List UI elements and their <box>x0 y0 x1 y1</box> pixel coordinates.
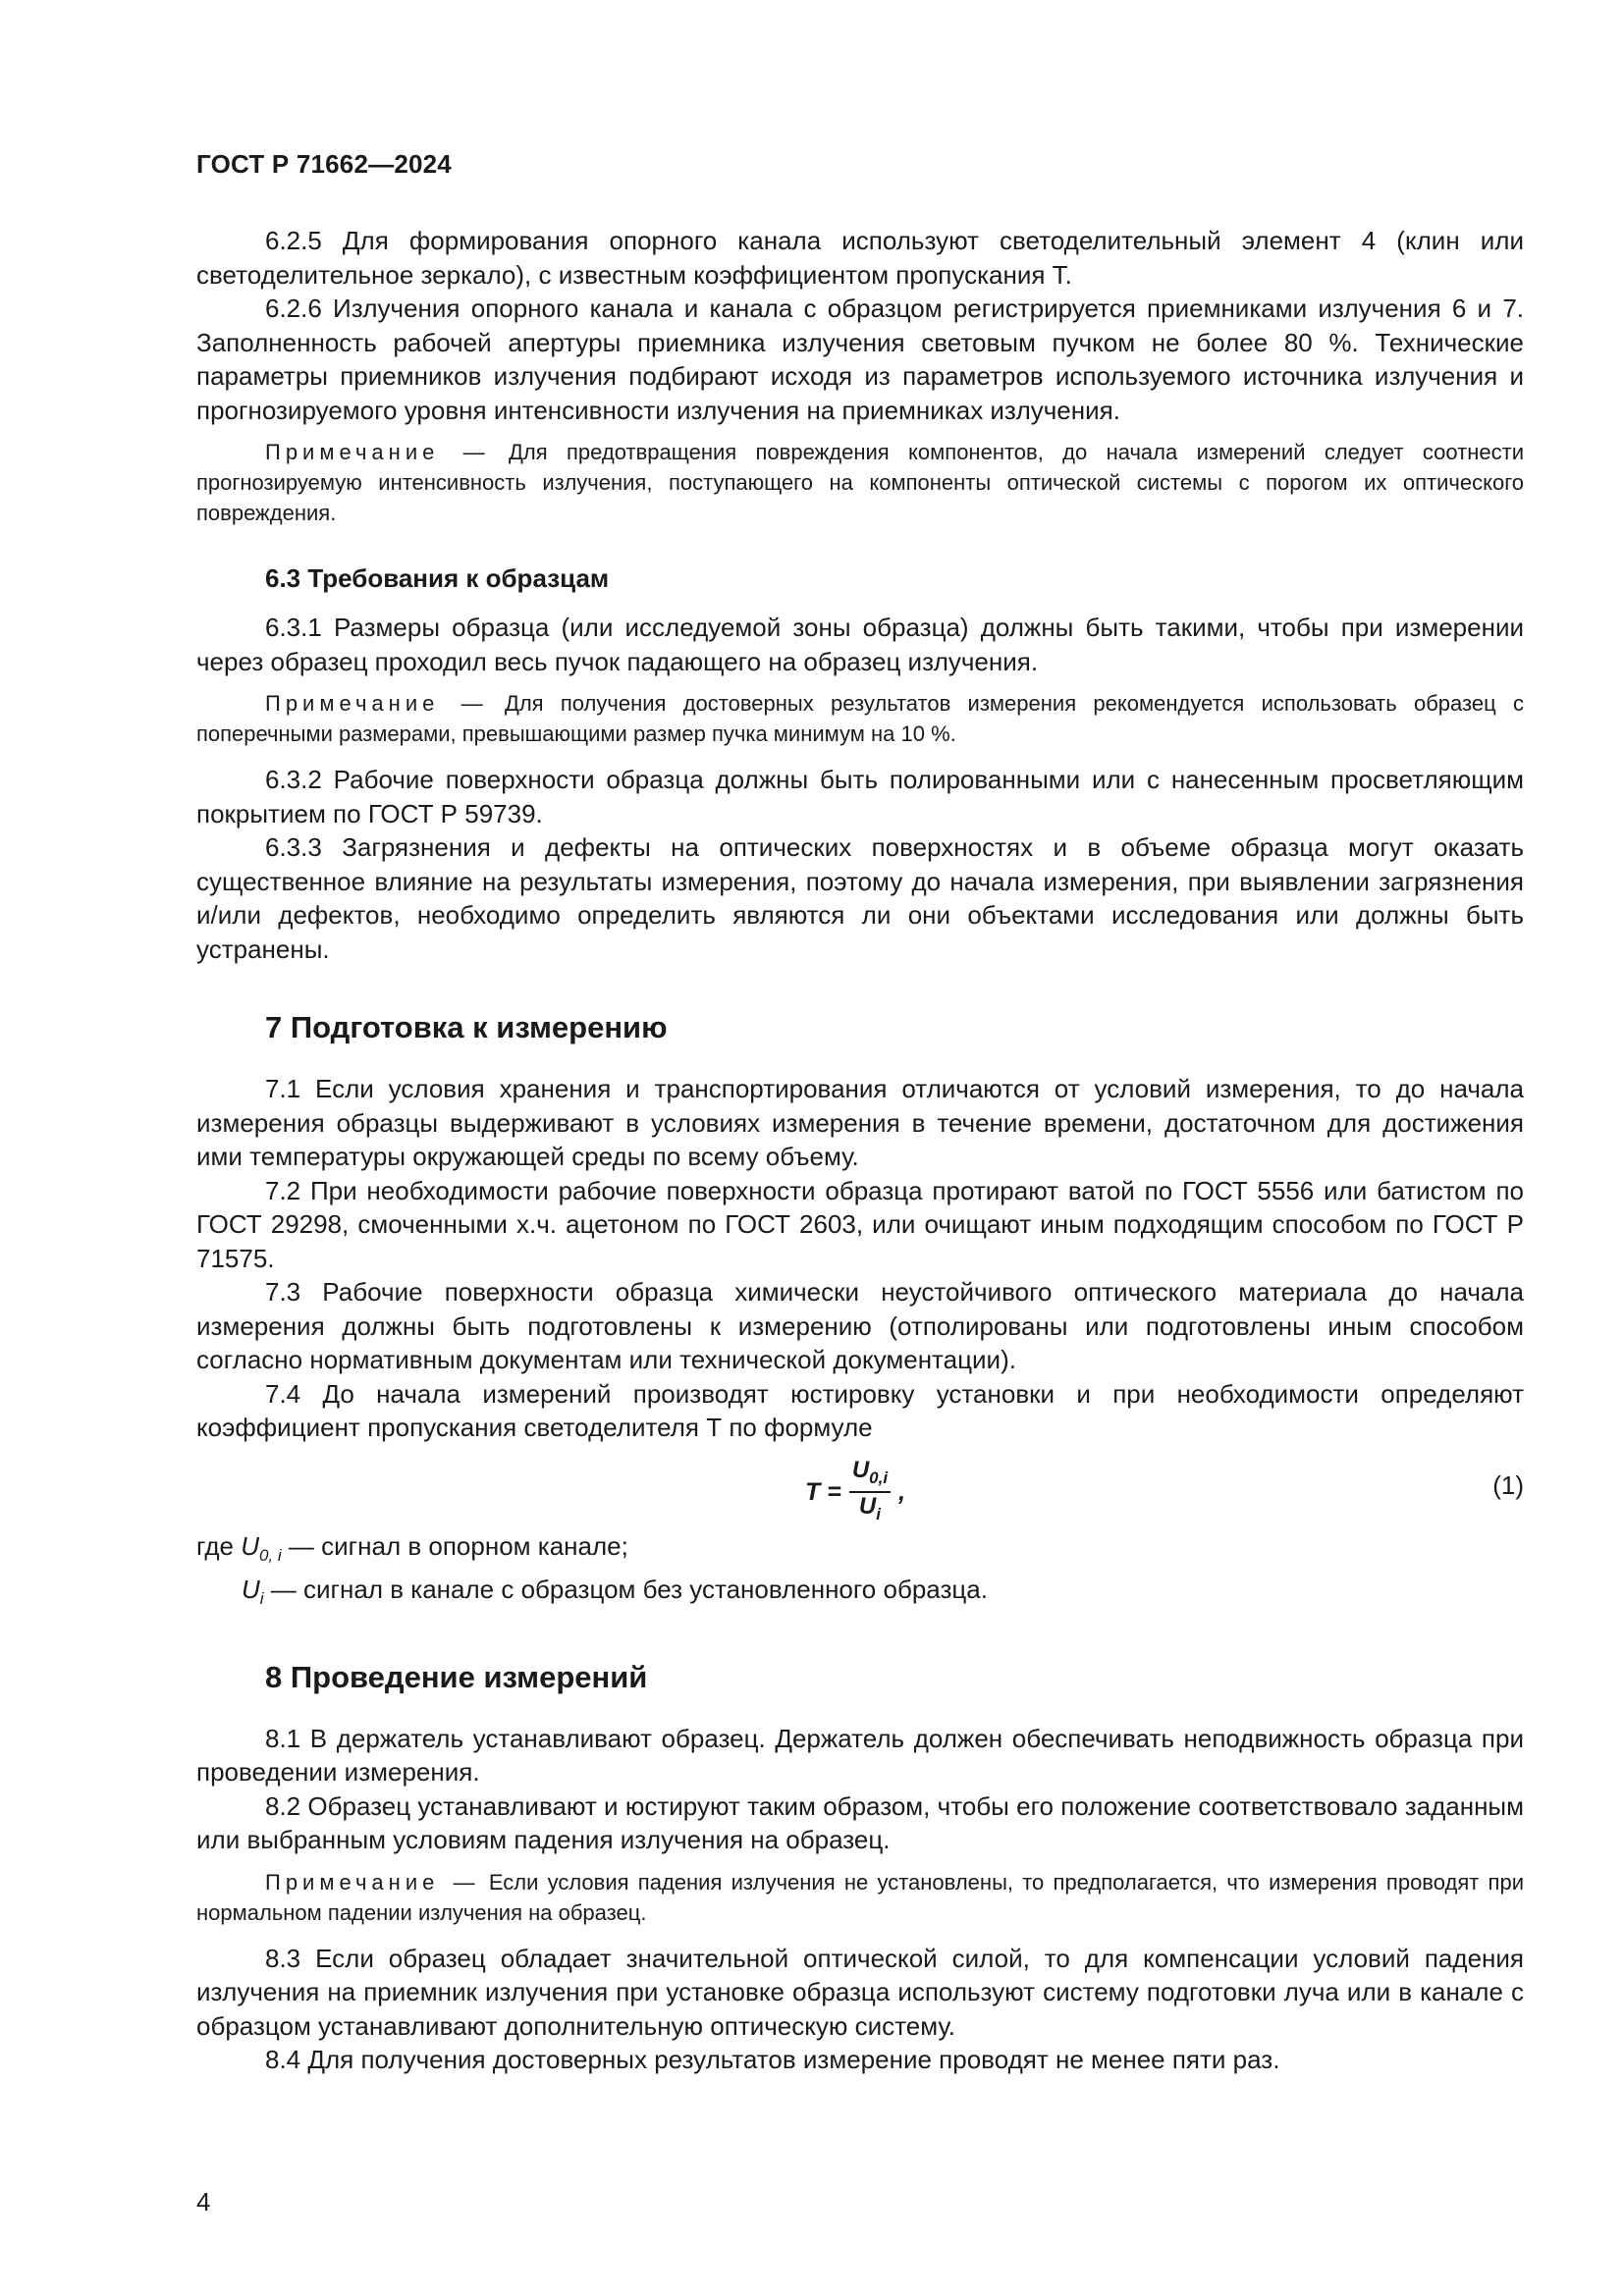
note-1 <box>196 437 1524 528</box>
formula-1 <box>196 1451 1524 1523</box>
clause-7-2: 7.2 При необходимости рабочие поверхности образца протирают ватой по ГОСТ 5556 или батистом по ГОСТ 29298, смоченными х.ч. ацетоном по ГОСТ 2603, или очищают иным подходящим способом по ГОСТ Р 71575. <box>196 1175 1524 1273</box>
formula-expression <box>805 1457 905 1529</box>
document-header: ГОСТ Р 71662—2024 <box>196 149 452 179</box>
clause-6-2-6: 6.2.6 Излучения опорного канала и канала с образцом регистрируется приемниками излучения 6 и 7. Заполненность рабочей апертуры приемника излучения световым пучком не более 80 %. Технические параметры приемников излучения подбирают исходя из параметров используемого источника излучения и прогнозируемого уровня интенсивности излучения на приемниках излучения. <box>196 294 1524 425</box>
formula-legend <box>196 1529 1524 1616</box>
note-text: Для получения достоверных результатов измерения рекомендуется использовать образец с поперечными размерами, превышающими размер пучка минимум на 10 %. <box>196 691 1524 746</box>
formula-number: (1) <box>1492 1469 1524 1500</box>
note-text: Для предотвращения повреждения компонентов, до начала измерений следует соотнести прогнозируемую интенсивность излучения, поступающего на компоненты оптической системы с порогом их оптического повреждения. <box>196 440 1524 525</box>
clause-7-4: 7.4 До начала измерений производят юстировку установки и при необходимости определяют коэффициент пропускания светоделителя Т по формуле <box>196 1378 1524 1442</box>
formula-lhs: T = <box>805 1477 841 1506</box>
legend-row-1: где $U_{0, i}$ — сигнал в опорном канале; <box>196 1530 628 1565</box>
page-number: 4 <box>196 2187 211 2216</box>
clause-8-3: 8.3 Если образец обладает значительной оптической силой, то для компенсации условий падения излучения на приемник излучения при установке образца используют систему подготовки луча или в канале с образцом устанавливают дополнительную оптическую систему. <box>196 1943 1524 2041</box>
formula-denominator: $U_i$ <box>858 1493 881 1524</box>
clause-6-2-5: 6.2.5 Для формирования опорного канала используют светоделительный элемент 4 (клин или светоделительное зеркало), с известным коэффициентом пропускания Т. <box>196 226 1524 290</box>
formula-fraction <box>849 1457 891 1529</box>
clause-6-3-1: 6.3.1 Размеры образца (или исследуемой зоны образца) должны быть такими, чтобы при измерении через образец проходил весь пучок падающего на образец излучения. <box>196 613 1524 676</box>
formula-numerator: $U_{0,i}$ <box>849 1457 891 1494</box>
note-label: Примечание — <box>265 1869 480 1895</box>
note-label: Примечание — <box>265 691 488 716</box>
clause-8-4: 8.4 Для получения достоверных результатов измерение проводят не менее пяти раз. <box>265 2045 1280 2075</box>
section-8-heading: 8 Проведение измерений <box>265 1659 648 1694</box>
note-text: Если условия падения излучения не установлены, то предполагается, что измерения проводят при нормальном падении излучения на образец. <box>196 1869 1524 1925</box>
legend-row-2: $U_i$ — сигнал в канале с образцом без установленного образца. <box>242 1574 988 1608</box>
note-3 <box>196 1867 1524 1928</box>
formula-tail: , <box>898 1477 906 1506</box>
clause-8-1: 8.1 В держатель устанавливают образец. Держатель должен обеспечивать неподвижность образца при проведении измерения. <box>196 1723 1524 1788</box>
document-body <box>196 224 1524 2077</box>
section-7-heading: 7 Подготовка к измерению <box>265 1010 668 1044</box>
clause-6-3-3: 6.3.3 Загрязнения и дефекты на оптических поверхностях и в объеме образца могут оказать существенное влияние на результаты измерения, поэтому до начала измерения, при выявлении загрязнения и/или дефектов, необходимо определить являются ли они объектами исследования или должны быть устранены. <box>196 832 1524 964</box>
note-2 <box>196 688 1524 749</box>
note-label: Примечание — <box>265 440 490 464</box>
clause-7-1: 7.1 Если условия хранения и транспортирования отличаются от условий измерения, то до начала измерения образцы выдерживают в условиях измерения в течение времени, достаточном для достижения ими температуры окружающей среды по всему объему. <box>196 1074 1524 1171</box>
clause-7-3: 7.3 Рабочие поверхности образца химически неустойчивого оптического материала до начала измерения должны быть подготовлены к измерению (отполированы или подготовлены иным способом согласно нормативным документам или технической документации). <box>196 1277 1524 1374</box>
subsection-6-3-heading: 6.3 Требования к образцам <box>265 563 610 593</box>
clause-6-3-2: 6.3.2 Рабочие поверхности образца должны быть полированными или с нанесенным просветляющим покрытием по ГОСТ Р 59739. <box>196 765 1524 828</box>
clause-8-2: 8.2 Образец устанавливают и юстируют таким образом, чтобы его положение соответствовало заданным или выбранным условиям падения излучения на образец. <box>196 1790 1524 1855</box>
